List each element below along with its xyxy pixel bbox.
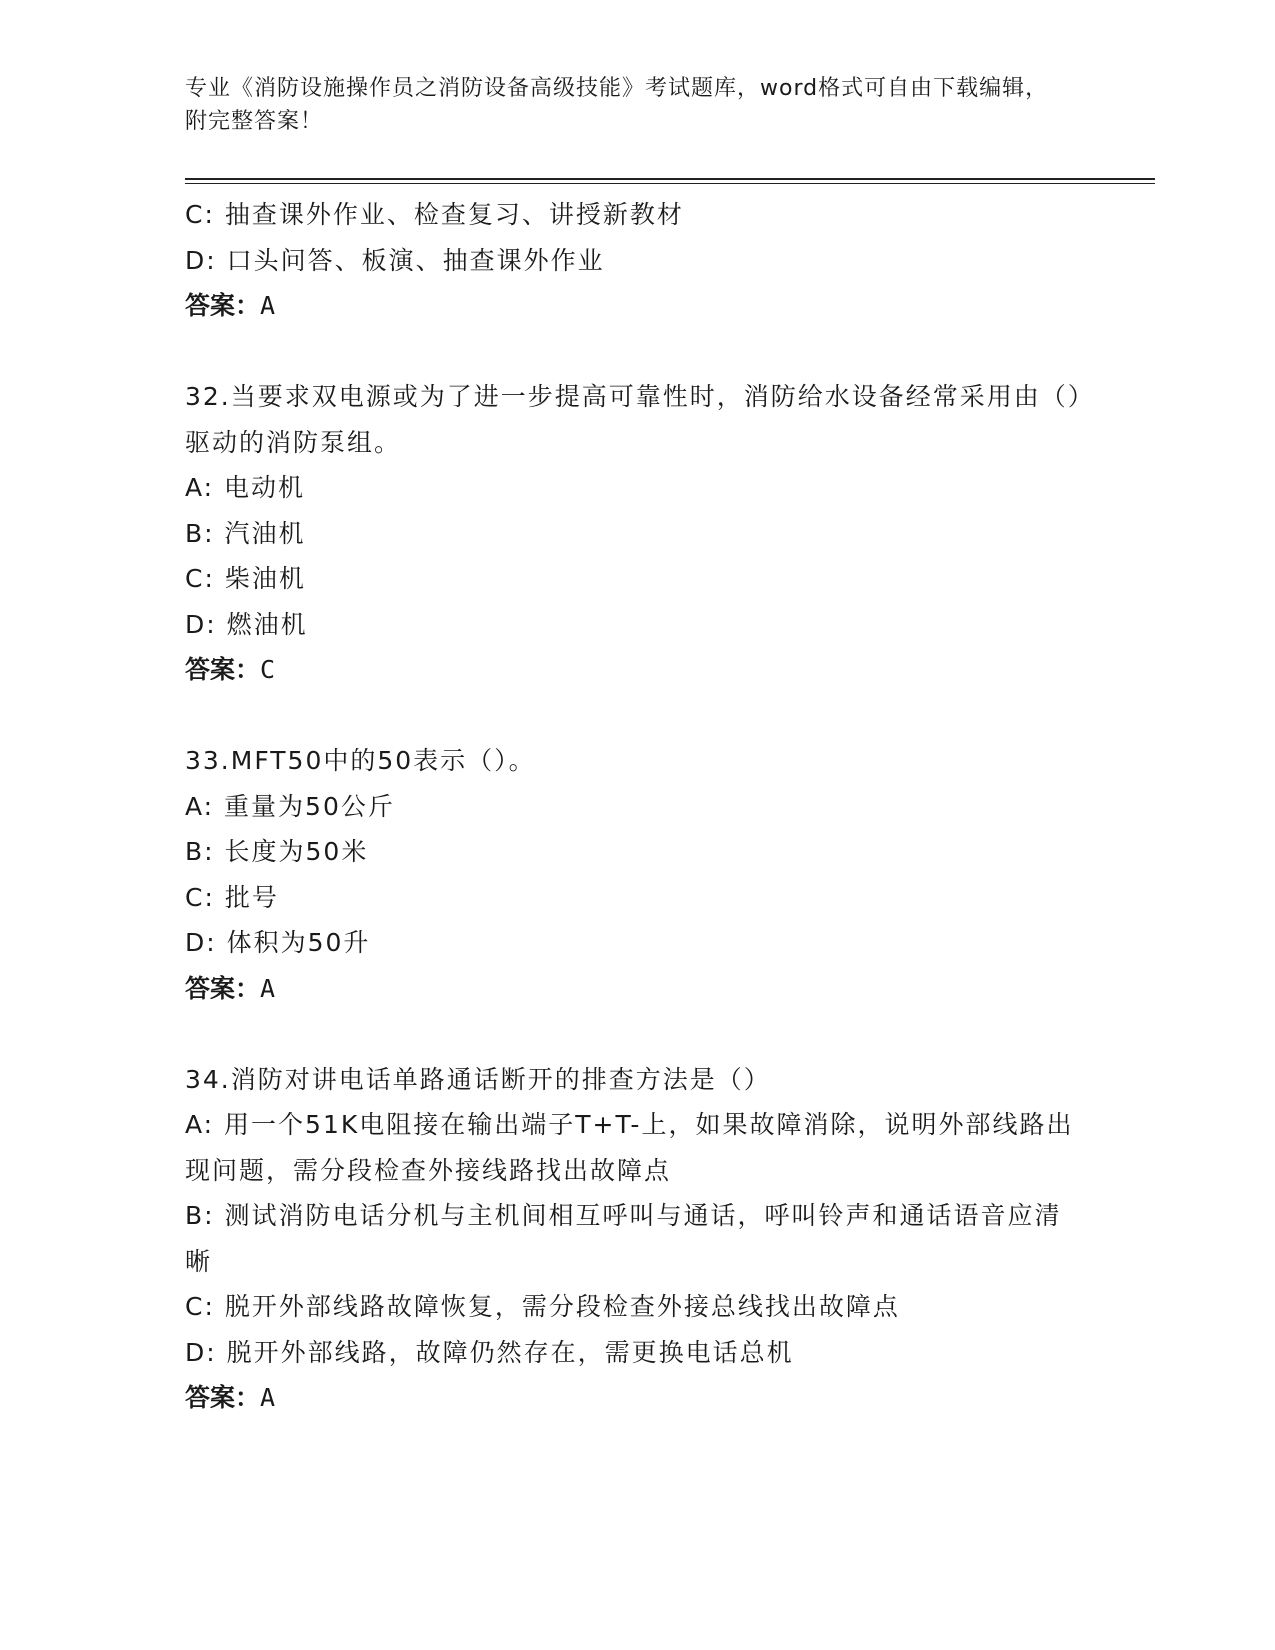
option-d: D: 口头问答、板演、抽查课外作业 (185, 245, 605, 275)
question-list (185, 192, 1085, 1421)
option-a: A: 用一个51K电阻接在输出端子T+T-上，如果故障消除，说明外部线路出现问题，需分段检查外接线路找出故障点 (185, 1110, 1074, 1185)
option-c: C: 脱开外部线路故障恢复，需分段检查外接总线找出故障点 (185, 1292, 900, 1321)
question-fragment (185, 192, 1085, 329)
option-a: A: 电动机 (185, 473, 306, 502)
option-d: D: 燃油机 (185, 609, 308, 639)
header-rule-thick (185, 178, 1155, 180)
option-b: B: 测试消防电话分机与主机间相互呼叫与通话，呼叫铃声和通话语音应清晰 (185, 1201, 1062, 1276)
question-34 (185, 1057, 1085, 1421)
option-d: D: 体积为50升 (185, 928, 371, 957)
question-stem: 34.消防对讲电话单路通话断开的排查方法是（） (185, 1064, 771, 1094)
option-c: C: 抽查课外作业、检查复习、讲授新教材 (185, 200, 684, 229)
answer-label: 答案： (185, 655, 261, 684)
header-rule-thin (185, 183, 1155, 184)
option-b: B: 长度为50米 (185, 837, 369, 866)
answer-line (185, 1375, 1085, 1421)
answer-line (185, 283, 1085, 329)
answer-label: 答案： (185, 973, 261, 1003)
answer-value: C (260, 655, 277, 684)
answer-line (185, 647, 1085, 693)
spacer (185, 1011, 1085, 1057)
spacer (185, 693, 1085, 739)
answer-line (185, 966, 1085, 1012)
answer-value: A (260, 1383, 277, 1412)
option-c: C: 柴油机 (185, 564, 306, 593)
option-a: A: 重量为50公斤 (185, 791, 395, 821)
option-d: D: 脱开外部线路，故障仍然存在，需更换电话总机 (185, 1337, 794, 1367)
option-b: B: 汽油机 (185, 518, 306, 548)
spacer (185, 329, 1085, 375)
answer-value: A (260, 973, 277, 1003)
question-32 (185, 374, 1085, 693)
page-header: 专业《消防设施操作员之消防设备高级技能》考试题库，word格式可自由下载编辑，附完整答案！ (185, 76, 1049, 134)
question-stem: 33.MFT50中的50表示（）。 (185, 746, 536, 775)
answer-label: 答案： (185, 1383, 261, 1412)
answer-value: A (260, 291, 277, 320)
question-stem: 32.当要求双电源或为了进一步提高可靠性时，消防给水设备经常采用由（）驱动的消防泵组。 (185, 382, 1083, 457)
option-c: C: 批号 (185, 882, 279, 912)
answer-label: 答案： (185, 291, 261, 320)
question-33 (185, 738, 1085, 1011)
